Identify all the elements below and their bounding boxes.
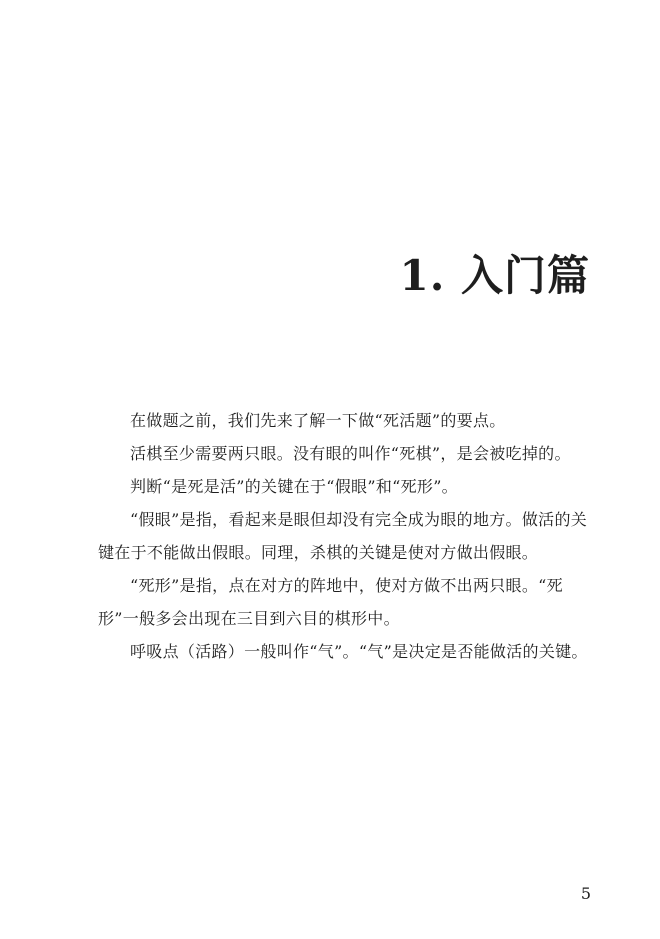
paragraph: 判断“是死是活”的关键在于“假眼”和“死形”。: [130, 477, 458, 496]
paragraph: 活棋至少需要两只眼。没有眼的叫作“死棋”，是会被吃掉的。: [130, 444, 571, 463]
body-text: [98, 404, 593, 668]
paragraph: 在做题之前，我们先来了解一下做“死活题”的要点。: [130, 411, 506, 430]
paragraph: 呼吸点（活路）一般叫作“气”。“气”是决定是否能做活的关键。: [130, 642, 588, 661]
chapter-title: 1. 入门篇: [399, 251, 590, 300]
paragraph: “假眼”是指，看起来是眼但却没有完全成为眼的地方。做活的关键在于不能做出假眼。同理，杀棋的关键是使对方做出假眼。: [98, 510, 588, 562]
page-number: 5: [580, 884, 591, 903]
paragraph: “死形”是指，点在对方的阵地中，使对方做不出两只眼。“死形”一般多会出现在三目到六目的棋形中。: [98, 576, 563, 628]
